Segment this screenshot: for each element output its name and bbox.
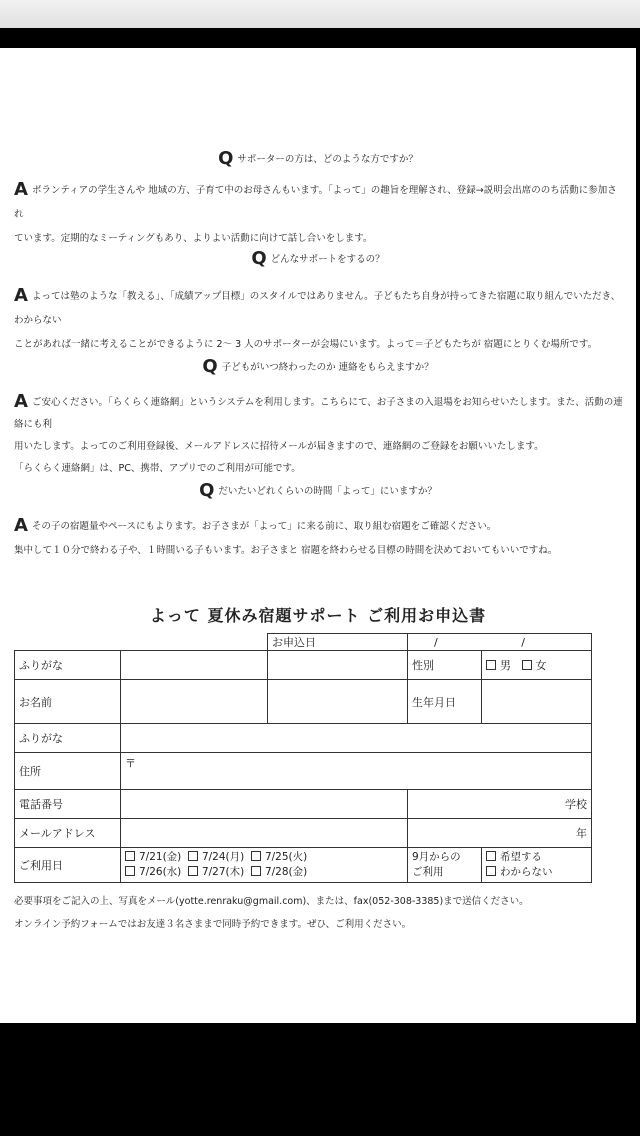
footnote-2: オンライン予約フォームではお友達３名さままで同時予約できます。ぜひ、ご利用ください。 (14, 919, 412, 930)
faq-question-1: Qサポーターの方は、どのような方ですか？ (218, 148, 418, 169)
use-date-options: 7/21(金) 7/24(月) 7/25(火) 7/26(水) 7/27(木) 7/28(金) (121, 848, 408, 883)
checkbox-date[interactable] (125, 851, 135, 861)
postal-mark: 〒 (125, 757, 136, 770)
apply-date-field[interactable]: / / (408, 634, 592, 651)
faq-question-2: Qどんなサポートをするの？ (251, 248, 385, 269)
faq-answer-3: Aご安心ください。「らくらく連絡網」というシステムを利用します。こちらにて、お子さまの入退場をお知らせいたします。また、活動の連絡にも利 用いたします。よってのご利用登録後、メールアドレスに招待メールが届きますので、連絡網のご登録をお願いいたします。 「らくらく連絡網」は、PC、携帯、アプリでのご利用が可能です。 (14, 391, 623, 474)
furigana-label: ふりがな (15, 651, 121, 680)
checkbox-date[interactable] (188, 866, 198, 876)
address-furigana-field[interactable] (121, 724, 592, 753)
phone-label: 電話番号 (15, 790, 121, 819)
checkbox-sept-unknown[interactable] (486, 866, 496, 876)
address-field[interactable] (121, 753, 592, 790)
school-field[interactable] (408, 790, 592, 819)
birthdate-label: 生年月日 (408, 680, 482, 724)
name-field-2[interactable] (268, 680, 408, 724)
name-label: お名前 (15, 680, 121, 724)
email-field[interactable] (121, 819, 408, 848)
email-label: メールアドレス (15, 819, 121, 848)
faq-question-4: Qだいたいどれくらいの時間「よって」にいますか？ (199, 480, 437, 501)
footnote-1: 必要事項をご記入の上、写真をメール(yotte.renraku@gmail.com)、または、fax(052-308-3385)まで送信ください。 (14, 896, 529, 907)
sept-options: 希望する わからない (482, 848, 592, 883)
furigana-field-1[interactable] (121, 651, 268, 680)
checkbox-date[interactable] (125, 866, 135, 876)
grade-label: 年 (576, 827, 588, 840)
address-label: 住所 (15, 753, 121, 790)
grade-field[interactable] (408, 819, 592, 848)
checkbox-sept-yes[interactable] (486, 851, 496, 861)
checkbox-date[interactable] (188, 851, 198, 861)
furigana-field-2[interactable] (268, 651, 408, 680)
faq-question-3: Q子どもがいつ終わったのか 連絡をもらえますか？ (202, 356, 434, 377)
document-page (0, 48, 636, 1023)
checkbox-male[interactable] (486, 660, 496, 670)
use-date-label: ご利用日 (15, 848, 121, 883)
name-field-1[interactable] (121, 680, 268, 724)
checkbox-female[interactable] (522, 660, 532, 670)
apply-date-label: お申込日 (268, 634, 408, 651)
school-label: 学校 (565, 798, 588, 811)
birthdate-field[interactable] (482, 680, 592, 724)
application-form (14, 633, 592, 883)
form-title: よって 夏休み宿題サポート ご利用お申込書 (149, 606, 487, 625)
gender-label: 性別 (408, 651, 482, 680)
phone-field[interactable] (121, 790, 408, 819)
checkbox-date[interactable] (251, 851, 261, 861)
checkbox-date[interactable] (251, 866, 261, 876)
faq-answer-4: Aその子の宿題量やペースにもよります。お子さまが「よって」に来る前に、取り組む宿題をご確認ください。 集中して１０分で終わる子や、１時間いる子もいます。お子さまと 宿題を終わらせる目標の時間を決めておいてもいいですね。 (14, 515, 558, 556)
faq-answer-2: Aよっては塾のような「教える」、「成績アップ目標」のスタイルではありません。子どもたち自身が持ってきた宿題に取り組んでいただき、わからない ことがあれば一緒に考えることができるように 2～ 3 人のサポーターが会場にいます。よって＝子どもたちが 宿題にとりくむ場所です。 (14, 285, 621, 350)
faq-answer-1: Aボランティアの学生さんや 地域の方、子育て中のお母さんもいます。「よって」の趣旨を理解され、登録→説明会出席ののち活動に参加され ています。定期的なミーティングもあり、よりよい活動に向けて話し合いをします。 (14, 179, 617, 244)
sept-label: 9月からの ご利用 (408, 848, 482, 883)
top-status-strip (0, 0, 640, 28)
gender-options: 男 女 (482, 651, 592, 680)
furigana2-label: ふりがな (15, 724, 121, 753)
